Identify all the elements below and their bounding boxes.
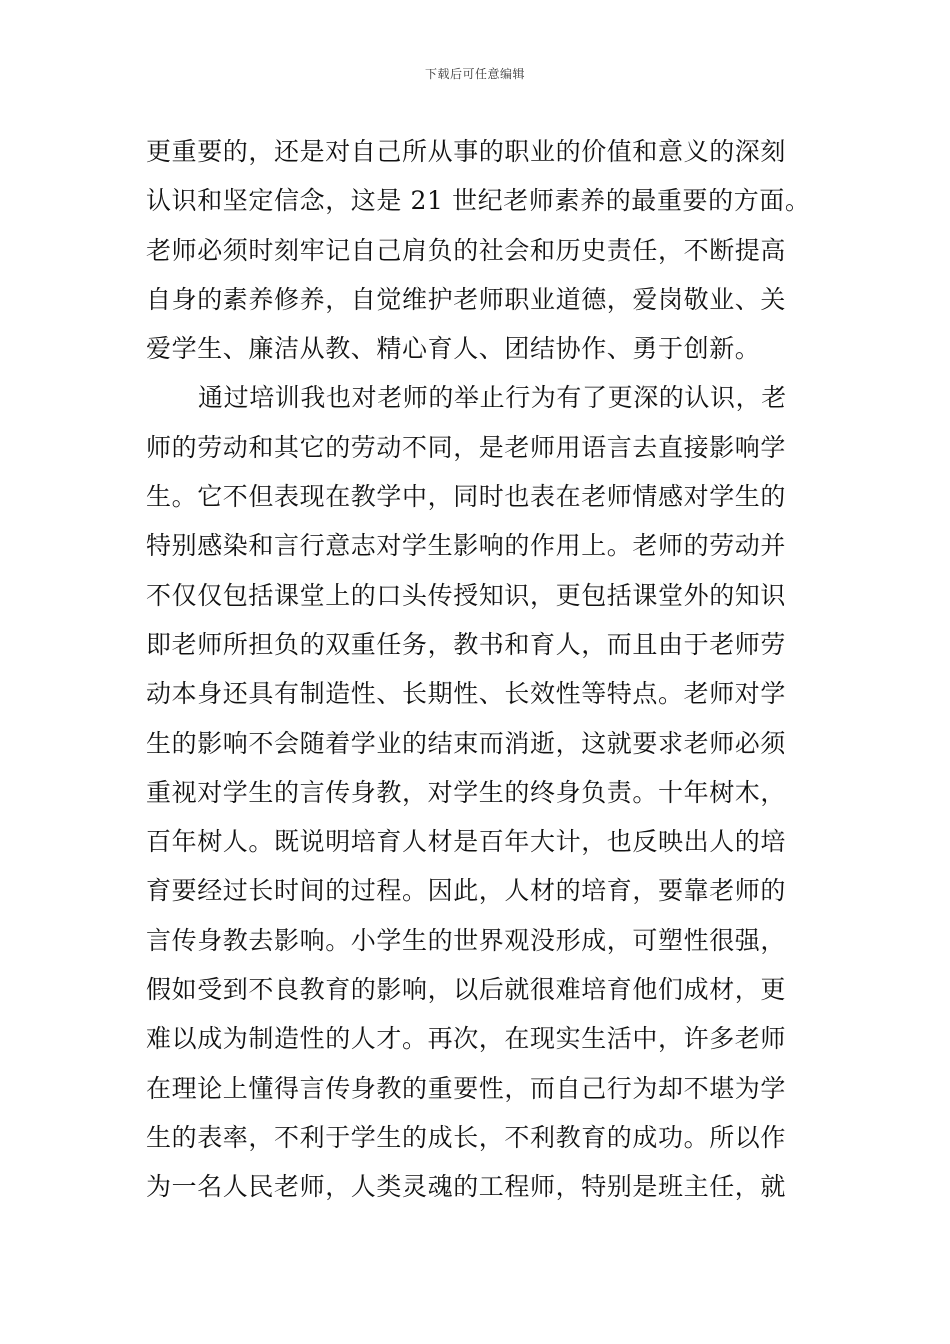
text-line: 动本身还具有制造性、长期性、长效性等特点。老师对学 xyxy=(146,679,787,709)
paragraph-start-line: 通过培训我也对老师的举止行为有了更深的认识，老 xyxy=(198,383,787,413)
text-line: 生。它不但表现在教学中，同时也表在老师情感对学生的 xyxy=(146,482,787,512)
text-line: 言传身教去影响。小学生的世界观没形成，可塑性很强， xyxy=(146,925,787,955)
text-line: 假如受到不良教育的影响，以后就很难培育他们成材，更 xyxy=(146,975,787,1005)
text-line: 重视对学生的言传身教，对学生的终身负责。十年树木， xyxy=(146,777,787,807)
text-line: 特别感染和言行意志对学生影响的作用上。老师的劳动并 xyxy=(146,531,787,561)
text-line: 百年树人。既说明培育人材是百年大计，也反映出人的培 xyxy=(146,827,787,857)
text-line: 即老师所担负的双重任务，教书和育人，而且由于老师劳 xyxy=(146,629,787,659)
text-line: 不仅仅包括课堂上的口头传授知识，更包括课堂外的知识 xyxy=(146,580,787,610)
body-text xyxy=(146,127,816,1212)
text-line: 认识和坚定信念，这是 21 世纪老师素养的最重要的方面。 xyxy=(146,186,811,216)
text-line: 爱学生、廉洁从教、精心育人、团结协作、勇于创新。 xyxy=(146,334,761,364)
text-line: 师的劳动和其它的劳动不同，是老师用语言去直接影响学 xyxy=(146,432,787,462)
text-line: 生的影响不会随着学业的结束而消逝，这就要求老师必须 xyxy=(146,728,787,758)
text-line: 为一名人民老师，人类灵魂的工程师，特别是班主任，就 xyxy=(146,1172,787,1202)
text-line: 在理论上懂得言传身教的重要性，而自己行为却不堪为学 xyxy=(146,1073,787,1103)
text-line: 生的表率，不利于学生的成长，不利教育的成功。所以作 xyxy=(146,1122,787,1152)
text-line: 老师必须时刻牢记自己肩负的社会和历史责任，不断提高 xyxy=(146,235,787,265)
text-line: 育要经过长时间的过程。因此，人材的培育，要靠老师的 xyxy=(146,876,787,906)
text-line: 自身的素养修养，自觉维护老师职业道德，爱岗敬业、关 xyxy=(146,284,787,314)
text-line: 更重要的，还是对自己所从事的职业的价值和意义的深刻 xyxy=(146,137,787,166)
page-header-note: 下载后可任意编辑 xyxy=(424,67,525,81)
text-line: 难以成为制造性的人才。再次，在现实生活中，许多老师 xyxy=(146,1024,787,1054)
